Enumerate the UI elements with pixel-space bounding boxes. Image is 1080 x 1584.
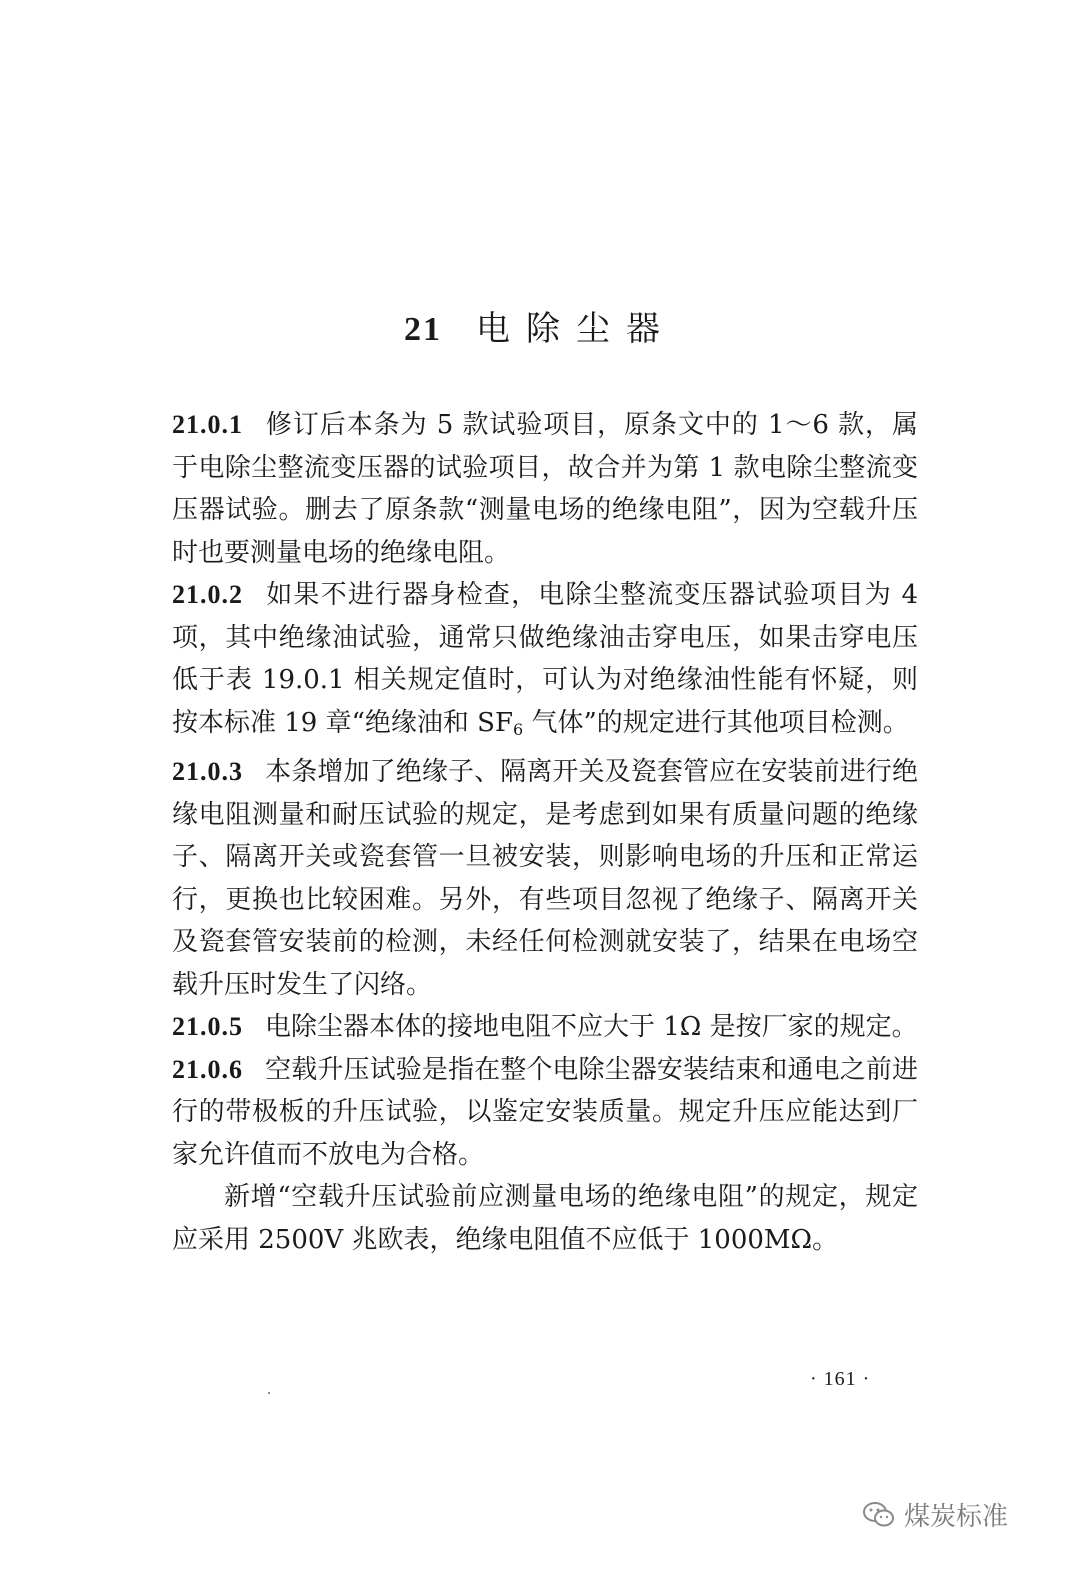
- clause-number: 21.0.6: [172, 1054, 243, 1084]
- page-number: · 161 ·: [810, 1368, 871, 1390]
- clause-text: 电除尘器本体的接地电阻不应大于 1Ω 是按厂家的规定。: [265, 1012, 918, 1042]
- chapter-name: 电除尘器: [476, 308, 676, 349]
- clause-21-0-2: [172, 574, 918, 751]
- clause-number: 21.0.5: [172, 1012, 243, 1041]
- scan-speck: [268, 1392, 270, 1394]
- watermark: [862, 1496, 1008, 1533]
- extra-paragraph: 新增“空载升压试验前应测量电场的绝缘电阻”的规定，规定应采用 2500V 兆欧表，绝缘电阻值不应低于 1000MΩ。: [172, 1182, 918, 1255]
- clause-text: 空载升压试验是指在整个电除尘器安装结束和通电之前进行的带极板的升压试验，以鉴定安装质量。规定升压应能达到厂家允许值而不放电为合格。: [172, 1054, 918, 1170]
- clause-text-continued: 气体”的规定进行其他项目检测。: [523, 707, 909, 738]
- watermark-text: 煤炭标准: [904, 1502, 1009, 1532]
- clause-number: 21.0.2: [172, 580, 243, 609]
- chapter-number: 21: [404, 310, 442, 348]
- clause-text: 本条增加了绝缘子、隔离开关及瓷套管应在安装前进行绝缘电阻测量和耐压试验的规定，是考虑到如果有质量问题的绝缘子、隔离开关或瓷套管一旦被安装，则影响电场的升压和正常运行，更换也比较困难。另外，有些项目忽视了绝缘子、隔离开关及瓷套管安装前的检测，未经任何检测就安装了，结果在电场空载升压时发生了闪络。: [172, 757, 918, 1000]
- clause-21-0-1: [172, 404, 918, 574]
- clause-number: 21.0.1: [172, 410, 243, 439]
- chapter-title: [0, 301, 1080, 350]
- body-text: [172, 404, 918, 1261]
- wechat-icon: [862, 1500, 896, 1530]
- subscript: 6: [513, 719, 524, 739]
- clause-text: 如果不进行器身检查，电除尘整流变压器试验项目为 4 项，其中绝缘油试验，通常只做绝缘油击穿电压，如果击穿电压低于表 19.0.1 相关规定值时，可认为对绝缘油性能有怀疑，则按本标准 19 章“绝缘油和 SF: [172, 580, 918, 738]
- clause-21-0-3: [172, 751, 918, 1006]
- clause-text: 修订后本条为 5 款试验项目，原条文中的 1～6 款，属于电除尘整流变压器的试验项目，故合并为第 1 款电除尘整流变压器试验。删去了原条款“测量电场的绝缘电阻”，因为空载升压时也要测量电场的绝缘电阻。: [172, 410, 918, 568]
- clause-21-0-6: [172, 1049, 918, 1177]
- clause-21-0-5: [172, 1006, 918, 1049]
- clause-number: 21.0.3: [172, 757, 243, 786]
